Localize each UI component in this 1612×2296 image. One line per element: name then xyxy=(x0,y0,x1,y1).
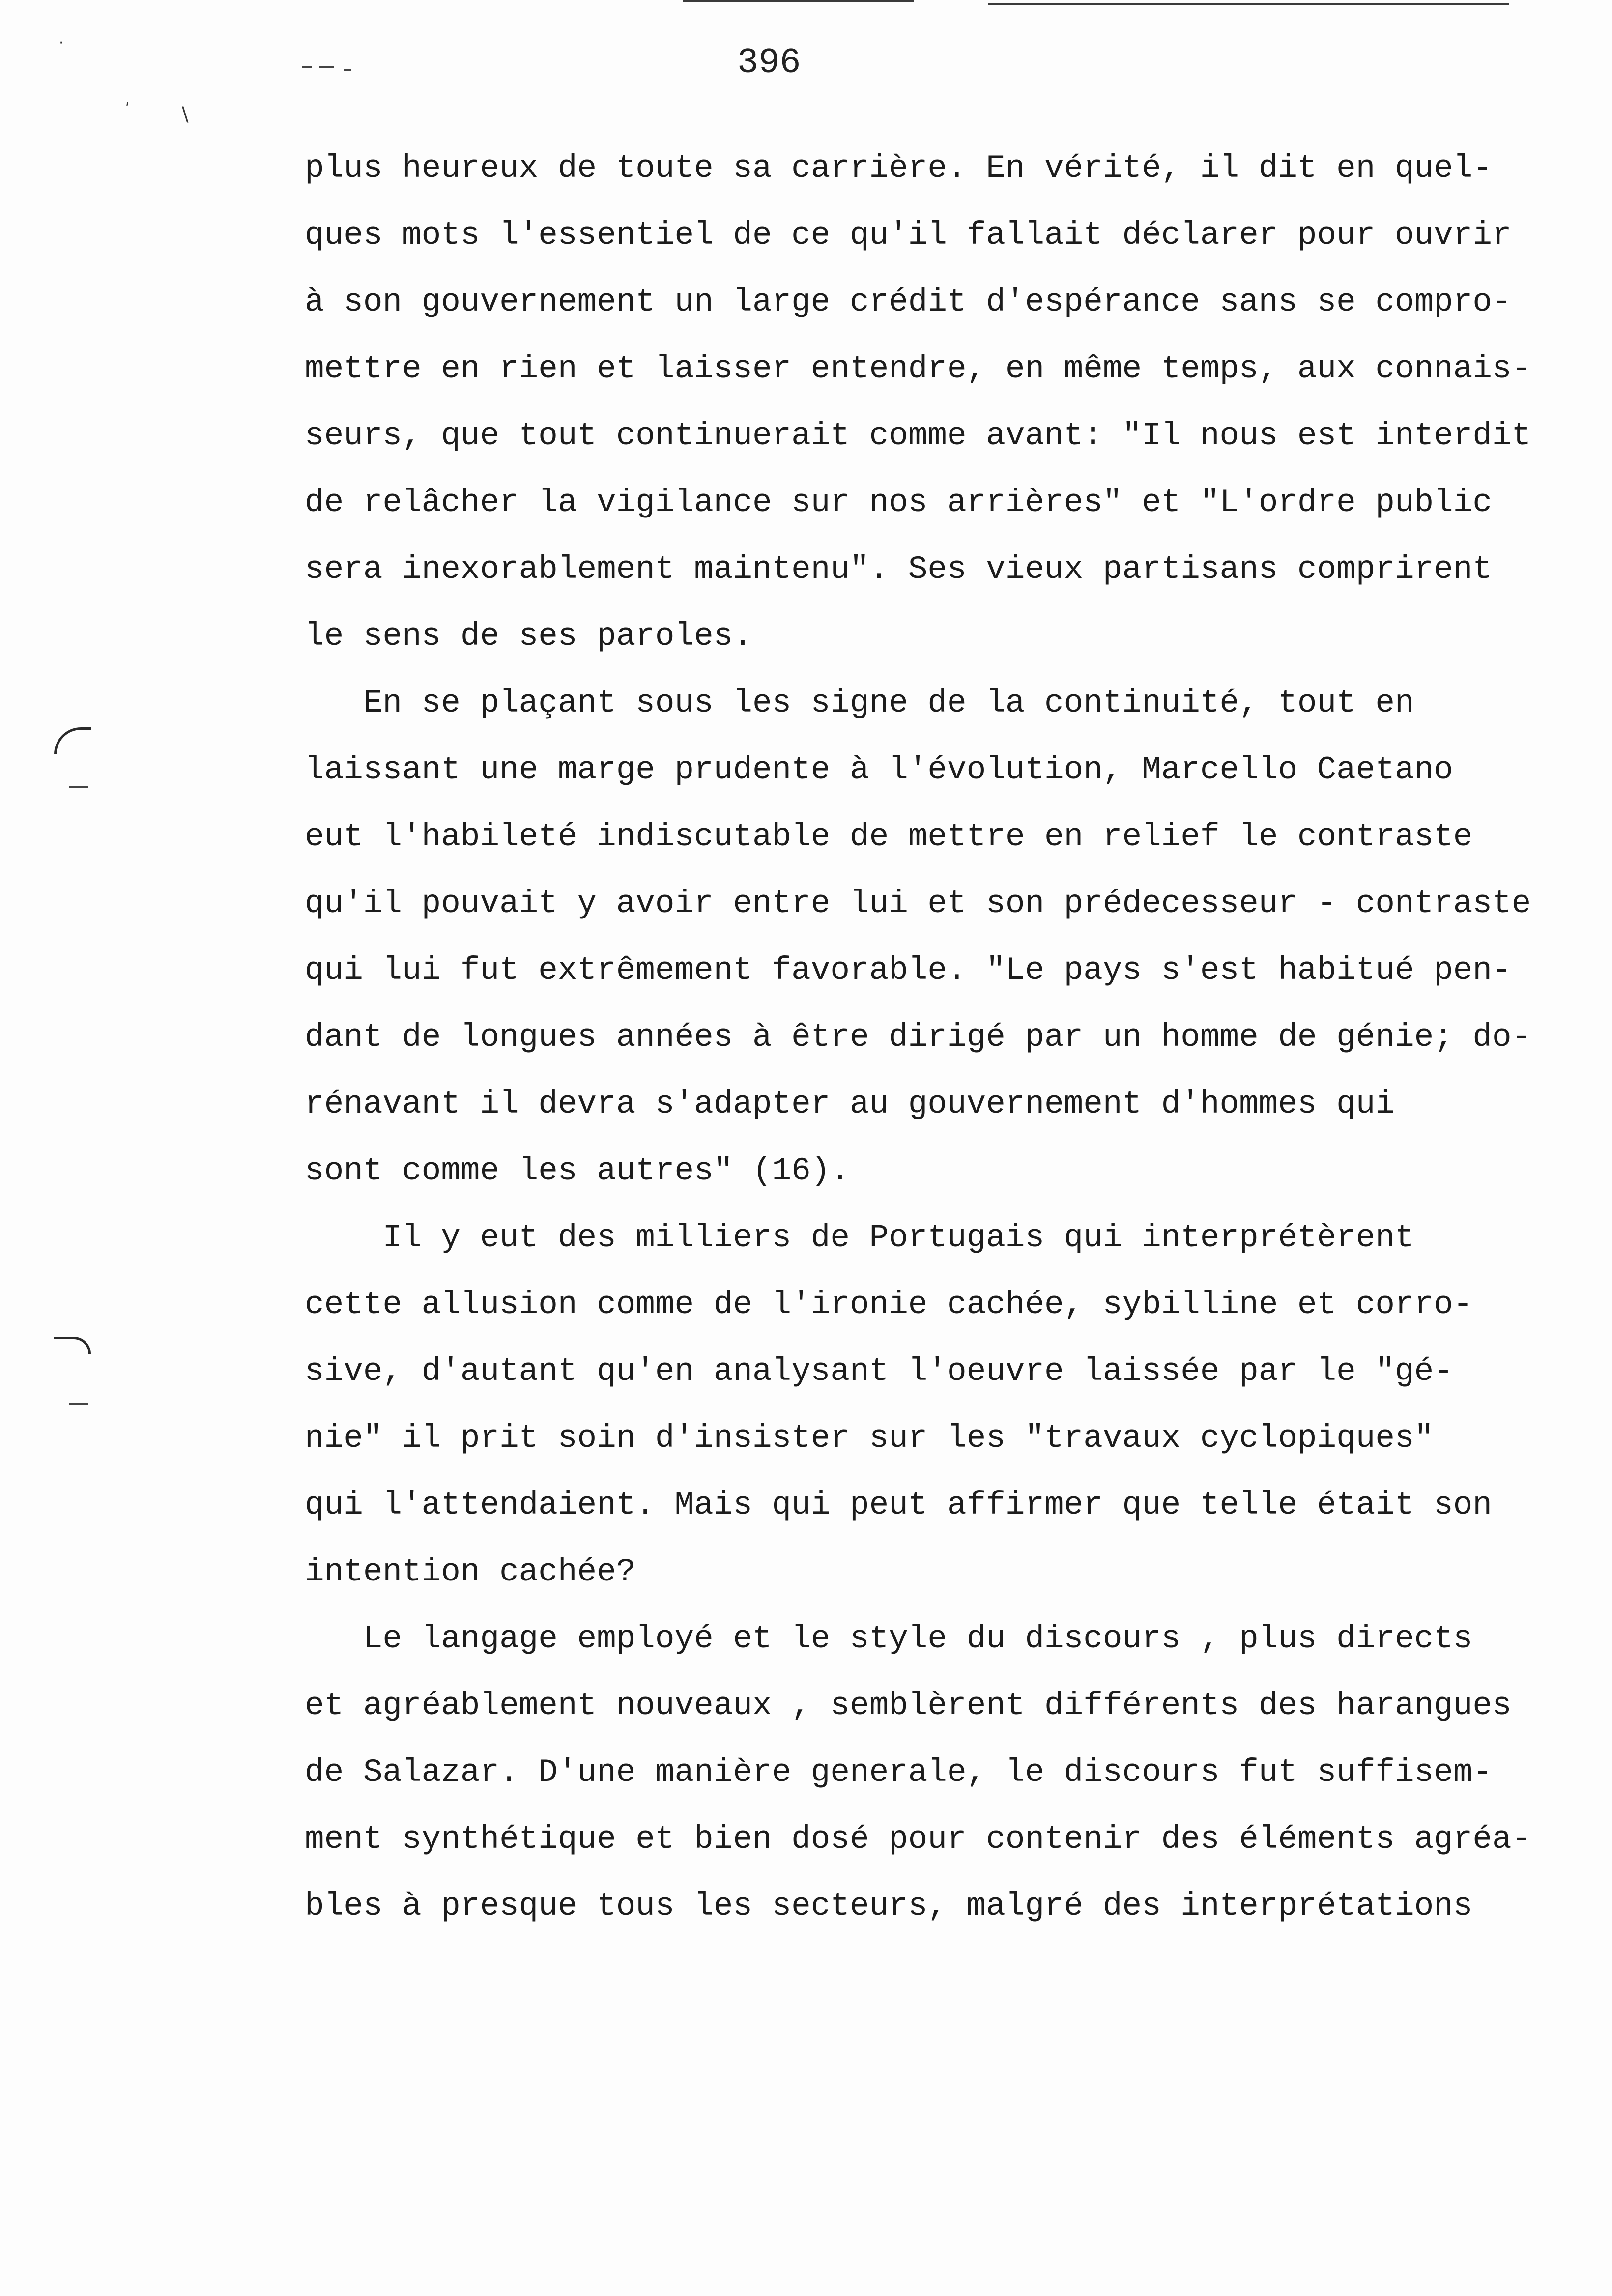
text-line: intention cachée? xyxy=(305,1553,636,1590)
text-line: sera inexorablement maintenu". Ses vieux partisans comprirent xyxy=(305,551,1492,588)
text-line: à son gouvernement un large crédit d'espérance sans se compro- xyxy=(305,284,1512,320)
text-line: plus heureux de toute sa carrière. En vérité, il dit en quel- xyxy=(305,150,1492,187)
text-line: et agréablement nouveaux , semblèrent différents des harangues xyxy=(305,1687,1512,1724)
text-line: seurs, que tout continuerait comme avant: "Il nous est interdit xyxy=(305,417,1531,454)
text-line: En se plaçant sous les signe de la continuité, tout en xyxy=(305,685,1414,721)
text-line: sont comme les autres" (16). xyxy=(305,1152,850,1189)
text-line: mettre en rien et laisser entendre, en même temps, aux connais- xyxy=(305,350,1531,387)
hole-punch-dash-top xyxy=(69,786,88,788)
text-line: Le langage employé et le style du discours , plus directs xyxy=(305,1620,1473,1657)
text-line: rénavant il devra s'adapter au gouvernement d'hommes qui xyxy=(305,1086,1395,1122)
text-line: qu'il pouvait y avoir entre lui et son prédecesseur - contraste xyxy=(305,885,1531,922)
top-rule-left xyxy=(683,0,914,2)
margin-speck-1 xyxy=(302,66,312,68)
text-line: ques mots l'essentiel de ce qu'il fallait déclarer pour ouvrir xyxy=(305,217,1512,254)
margin-tick-2: \ xyxy=(182,103,189,126)
text-line: de Salazar. D'une manière generale, le discours fut suffisem- xyxy=(305,1754,1492,1791)
text-line: qui l'attendaient. Mais qui peut affirmer que telle était son xyxy=(305,1487,1492,1523)
text-line: eut l'habileté indiscutable de mettre en relief le contraste xyxy=(305,818,1473,855)
page-number: 396 xyxy=(737,43,801,83)
text-line: Il y eut des milliers de Portugais qui interprétèrent xyxy=(305,1219,1414,1256)
text-line: dant de longues années à être dirigé par un homme de génie; do- xyxy=(305,1019,1531,1056)
text-line: ment synthétique et bien dosé pour contenir des éléments agréa- xyxy=(305,1821,1531,1858)
text-line: qui lui fut extrêmement favorable. "Le pays s'est habitué pen- xyxy=(305,952,1512,989)
text-line: cette allusion comme de l'ironie cachée, sybilline et corro- xyxy=(305,1286,1473,1323)
margin-tick-1: ʹ xyxy=(125,101,130,118)
hole-punch-mark-bottom xyxy=(54,1337,91,1354)
margin-speck-2 xyxy=(319,66,334,68)
text-line: sive, d'autant qu'en analysant l'oeuvre laissée par le "gé- xyxy=(305,1353,1453,1390)
hole-punch-mark-top xyxy=(54,727,91,754)
text-line: bles à presque tous les secteurs, malgré des interprétations xyxy=(305,1888,1473,1924)
top-rule-right xyxy=(988,3,1509,5)
margin-speck-3 xyxy=(344,69,351,71)
text-line: nie" il prit soin d'insister sur les "travaux cyclopiques" xyxy=(305,1420,1434,1457)
text-line: le sens de ses paroles. xyxy=(305,618,752,655)
text-line: laissant une marge prudente à l'évolution, Marcello Caetano xyxy=(305,751,1453,788)
text-line: de relâcher la vigilance sur nos arrières" et "L'ordre public xyxy=(305,484,1492,521)
margin-dot: · xyxy=(59,34,64,52)
hole-punch-dash-bottom xyxy=(69,1403,88,1405)
